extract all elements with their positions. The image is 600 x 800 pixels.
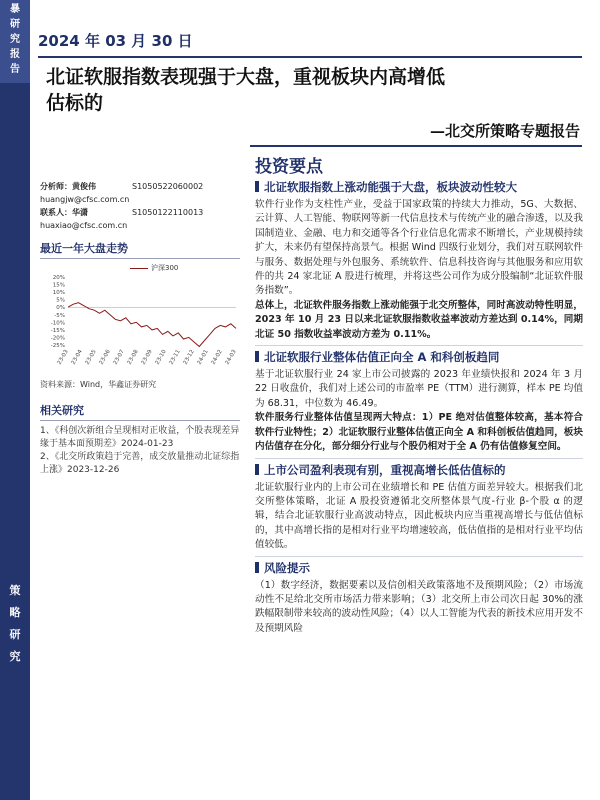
- y-tick-label: 10%: [52, 290, 65, 297]
- related-item[interactable]: 2、《北交所政策趋于完善，成交放量推动北证综指上涨》2023-12-26: [40, 452, 240, 475]
- paragraph: 基于北证软服行业 24 家上市公司披露的 2023 年业绩快报和 2024 年 3 月 22 日收盘价，我们对上述公司的市盈率 PE（TTM）进行测算，样本 PE 均值为 68.31，中位数为 46.49。: [255, 369, 583, 409]
- divider: [255, 345, 583, 346]
- section-3: [255, 463, 583, 553]
- paragraph: 北证软服行业内的上市公司在业绩增长和 PE 估值方面差异较大。根据我们北交所整体策略，北证 A 股投资遵循北交所整体景气度-行业 β-个股 α 的逻辑，结合北证软服行业高波动特点，因此板块内应当重视高增长与低估值标的，其中高增长指的是相对行业平均增速较高，低估值指的是相对行业平均估值较低。: [255, 481, 583, 551]
- paragraph-bold: 总体上，北证软件服务指数上涨动能强于北交所整体，同时高波动特性明显，2023 年 10 月 23 日以来北证软服指数收益率波动方差达到 0.14%，同期北证 50 指数收益率波动方差为 0.11%。: [255, 299, 583, 340]
- analyst-info: [40, 180, 240, 232]
- section-heading: 北证软服行业整体估值正向全 A 和科创板趋同: [255, 350, 583, 365]
- section-4: [255, 561, 583, 637]
- x-tick-label: 24-02: [210, 349, 224, 366]
- divider: [255, 556, 583, 557]
- x-tick-label: 24-03: [224, 349, 238, 366]
- x-tick-label: 23-12: [182, 349, 196, 366]
- section-1: [255, 180, 583, 342]
- paragraph: 软件行业作为支柱性产业，受益于国家政策的持续大力推动，5G、大数据、云计算、人工智能、物联网等新一代信息技术与传统产业的融合渗透，以及我国制造业、金融、电力和交通等各个行业信息化需求不断增长，产业规模持续扩大，未来仍有望保持高景气。根据 Wind 四级行业划分，我们对互联网软件与服务、数据处理与外包服务、系统软件、信息科技咨询与其他服务和应用软件的共 24 家北证 A 股进行梳理，并将这些公司作为成分股编制“北证软件服务指数”。: [255, 199, 583, 297]
- related-list: [40, 425, 240, 477]
- main-content: [255, 176, 583, 636]
- trend-chart: [40, 273, 240, 373]
- x-tick-label: 23-03: [56, 349, 70, 366]
- contact-email[interactable]: huaxiao@cfsc.com.cn: [40, 221, 128, 230]
- heading-marker: [255, 562, 259, 573]
- x-tick-label: 23-04: [70, 349, 84, 366]
- y-tick-label: 15%: [52, 282, 65, 289]
- trend-heading: 最近一年大盘走势: [40, 242, 128, 255]
- section-heading: 北证软服指数上涨动能强于大盘，板块波动性较大: [255, 180, 583, 195]
- y-tick-label: -10%: [50, 320, 65, 327]
- series-line-hs300: [68, 303, 236, 347]
- related-rule: [40, 420, 240, 421]
- x-tick-label: 23-10: [154, 349, 168, 366]
- chart-source: 资料来源：Wind，华鑫证券研究: [40, 380, 157, 389]
- y-tick-label: -5%: [54, 312, 65, 319]
- analyst-row: 分析师：黄俊伟 S1050522060002: [40, 182, 204, 191]
- x-tick-label: 24-01: [196, 349, 210, 366]
- legend-swatch: [130, 268, 148, 269]
- contact-row: 联系人：华潇 S1050122110013: [40, 208, 204, 217]
- section-2: [255, 350, 583, 454]
- y-tick-label: 5%: [56, 297, 65, 304]
- y-tick-label: -20%: [50, 335, 65, 342]
- analyst-email[interactable]: huangjw@cfsc.com.cn: [40, 195, 130, 204]
- section-heading: 上市公司盈利表现有别，重视高增长低估值标的: [255, 463, 583, 478]
- title-rule: [250, 145, 582, 147]
- x-tick-label: 23-08: [126, 349, 140, 366]
- report-title: 北证软服指数表现强于大盘，重视板块内高增低 估标的: [46, 66, 446, 114]
- section-heading: 风险提示: [255, 561, 583, 576]
- y-tick-label: 0%: [56, 305, 65, 312]
- report-subtitle: —北交所策略专题报告: [429, 122, 580, 140]
- related-heading: 相关研究: [40, 404, 84, 417]
- chart-legend: 沪深300: [40, 263, 240, 273]
- left-strip: [0, 0, 30, 800]
- paragraph: （1）数字经济，数据要素以及信创相关政策落地不及预期风险；（2）市场流动性不足给北交所市场活力带来影响；（3）北交所上市公司次日起 30%的涨跌幅限制带来较高的波动性风险；（4）以人工智能为代表的新技术应用开发不及预期风险: [255, 579, 583, 634]
- paragraph-bold: 软件服务行业整体估值呈现两大特点：1）PE 绝对估值整体较高，基本符合软件行业特性；2）北证软服行业整体估值正向全 A 和科创板估值趋同，板块内估值存在分化，部分细分行业与个股仍相对于全 A 仍有估值修复空间。: [255, 412, 583, 453]
- y-tick-label: -25%: [50, 343, 65, 349]
- x-tick-label: 23-07: [112, 349, 126, 366]
- sidebar: [40, 180, 240, 477]
- strip-bottom-label: 策 略 研 究: [9, 584, 21, 663]
- y-tick-label: 20%: [52, 275, 65, 281]
- report-date: 2024 年 03 月 30 日: [38, 32, 193, 50]
- header-rule: [38, 56, 582, 58]
- related-item[interactable]: 1、《科创次新组合呈现相对正收益，个股表现差异缘于基本面预期差》2024-01-23: [40, 426, 240, 449]
- heading-marker: [255, 351, 259, 362]
- trend-rule: [40, 258, 240, 259]
- x-tick-label: 23-06: [98, 349, 112, 366]
- x-tick-label: 23-11: [168, 349, 182, 366]
- x-tick-label: 23-09: [140, 349, 154, 366]
- heading-marker: [255, 464, 259, 475]
- strip-top-label: 暴 研 究 报 告: [0, 0, 30, 83]
- x-tick-label: 23-05: [84, 349, 98, 366]
- section-title: 投资要点: [255, 157, 323, 177]
- y-tick-label: -15%: [50, 327, 65, 334]
- divider: [255, 458, 583, 459]
- heading-marker: [255, 181, 259, 192]
